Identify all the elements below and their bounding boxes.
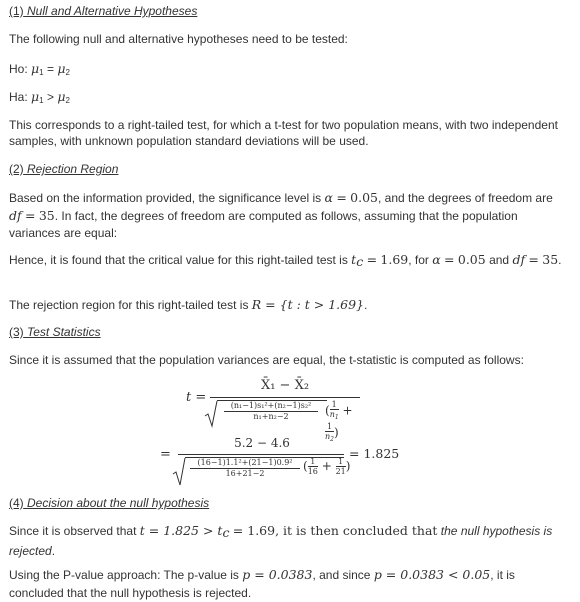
critical-value-text: Hence, it is found that the critical value for this right-tailed test is $t_c = 1.69$, for α = 0.05 and df = 35. (9, 252, 562, 269)
test-description: This corresponds to a right-tailed test, for which a t-test for two population means, with two independent samples, with unknown population standard deviations will be used. (9, 118, 558, 148)
t-statistic-computation: = 5.2 − 4.6 (16−1)1.1²+(21−1)0.9² 16+21−2 ( $\frac{1}{16}$ + $\frac{1}{21}$ ) = 1.825 (160, 436, 400, 490)
intro-text: The following null and alternative hypotheses need to be tested: (9, 32, 348, 46)
section-heading-decision: (4) Decision about the null hypothesis (9, 496, 210, 510)
t-statistic-formula: t = X̄₁ − X̄₂ (n₁−1)s₁²+(n₂−1)s₂² n₁+n₂−2 ( $\frac{1}{n_1}$ + $\frac{1}{n_2}$ ) (184, 378, 364, 430)
rejection-region-text: The rejection region for this right-tailed test is R = {t : t > 1.69}. (9, 297, 368, 312)
sqrt-symbol (204, 400, 218, 428)
significance-text: Based on the information provided, the significance level is α = 0.05, and the degrees of freedom are df = 35. In fact, the degrees of freedom are computed as follows, assuming that the population variances are equal: (9, 190, 553, 240)
null-hypothesis: Ho: $\mu_1 = \mu_2$ (9, 61, 70, 77)
sqrt-symbol (172, 457, 186, 487)
decision-text: Since it is observed that $t = 1.825 > t_c = 1.69$, it is then concluded that the null hypothesis is rejected. (9, 523, 553, 558)
section-heading-test-statistics: (3) Test Statistics (9, 325, 101, 339)
section-heading-rejection-region: (2) Rejection Region (9, 162, 119, 176)
section-heading-hypotheses: (1) Null and Alternative Hypotheses (9, 4, 198, 18)
p-value-text: Using the P-value approach: The p-value is p = 0.0383, and since p = 0.0383 < 0.05, it is concluded that the null hypothesis is rejected. (9, 567, 515, 600)
alternative-hypothesis: Ha: $\mu_1 > \mu_2$ (9, 89, 70, 105)
statistic-intro: Since it is assumed that the population variances are equal, the t-statistic is computed as follows: (9, 353, 524, 367)
